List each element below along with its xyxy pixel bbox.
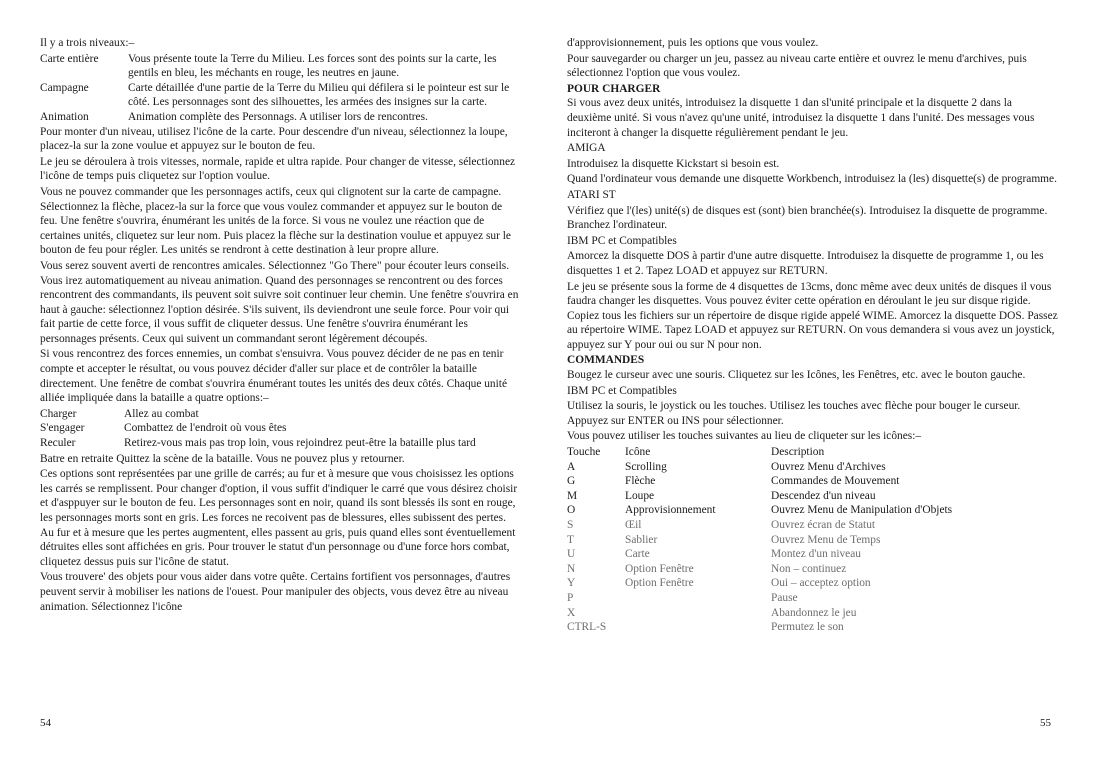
shortcut-description: Ouvrez Menu d'Archives [771, 460, 886, 473]
table-row [567, 591, 952, 606]
paragraph-ibm-boot: Amorcez la disquette DOS à partir d'une autre disquette. Introduisez la disquette de programme 1, ou les disquettes 1 et 2. Tapez LOAD et appuyez sur RETURN. [567, 250, 1044, 277]
shortcut-icon-name: Scrolling [625, 460, 667, 473]
table-row [567, 533, 952, 548]
shortcut-key: U [567, 548, 576, 561]
page-number-right: 55 [1040, 717, 1051, 729]
paragraph-commanding: Vous ne pouvez commander que les personnages actifs, ceux qui clignotent sur la carte de campagne. Sélectionnez la flèche, placez-la sur la force que vous voulez commander et appuyez sur le bouton de feu. Une fenêtre s'ouvrira, énumérant les unités de la force. Si vous ne voulez une réaction que de certaines unités, cliquetez sur leur nom. Puis placez la flèche sur la destination voulue et appuyez sur le bouton de feu pour régler. Les unités se rendront à cette destination à leur propre allure. [40, 185, 511, 257]
shortcut-icon-name: Carte [625, 548, 650, 561]
level-definition [40, 81, 522, 110]
shortcut-key: S [567, 519, 574, 531]
shortcut-key: P [567, 591, 574, 604]
combat-option [40, 436, 522, 451]
paragraph-keys: Utilisez la souris, le joystick ou les touches. Utilisez les touches avec flèche pour bouger le curseur. Appuyez sur ENTER ou INS pour sélectionner. [567, 400, 1021, 427]
paragraph-supply: d'approvisionnement, puis les options que vous voulez. [567, 37, 819, 49]
shortcut-description: Ouvrez écran de Statut [771, 519, 876, 531]
paragraph-speed: Le jeu se déroulera à trois vitesses, normale, rapide et ultra rapide. Pour changer de vitesse, sélectionnez l'icône de temps puis cliquetez sur l'option voulue. [40, 155, 516, 183]
levels-intro: Il y a trois niveaux:– [40, 37, 135, 49]
shortcut-description: Non – continuez [771, 562, 847, 575]
keyboard-shortcut-rows [567, 460, 952, 635]
combat-option-term: S'engager [40, 422, 85, 435]
heading-pour-charger: POUR CHARGER [567, 82, 661, 95]
shortcut-key: G [567, 475, 576, 488]
column-header-key: Touche [567, 446, 601, 459]
paragraph-save-load: Pour sauvegarder ou charger un jeu, passez au niveau carte entière et ouvrez le menu d'archives, puis sélectionnez l'option que vous voulez. [567, 52, 1027, 80]
keyboard-shortcut-table [567, 445, 952, 635]
level-definition [40, 52, 522, 81]
table-row [567, 576, 952, 591]
shortcut-icon-name: Sablier [625, 533, 658, 546]
shortcut-key: CTRL-S [567, 621, 607, 634]
shortcut-description: Montez d'un niveau [771, 548, 861, 561]
paragraph-hard-disk: Le jeu se présente sous la forme de 4 disquettes de 13cms, donc même avec deux unités de disques il vous faudra changer les disquettes. Vous pouvez éviter cette opération en déroulant le jeu sur disque rigide. Copiez tous les fichiers sur un répertoire de disque rigide appelé WIME. Amorcez la disquette DOS. Passez au répertoire WIME. Tapez LOAD et appuyez sur RETURN. On vous demandera si vous avez un joystick, appuyez sur Y pour oui ou sur N pour non. [567, 280, 1058, 351]
heading-ibm-controls: IBM PC et Compatibles [567, 384, 677, 397]
level-description: Carte détaillée d'une partie de la Terre du Milieu qui défilera si le pointeur est sur le côté. Les personnages sont des silhouettes, les armées des insignes sur la carte. [128, 81, 510, 109]
paragraph-retreat: Batre en retraite Quittez la scène de la bataille. Vous ne pouvez plus y retourner. [40, 452, 405, 465]
paragraph-kickstart: Introduisez la disquette Kickstart si besoin est. [567, 157, 780, 170]
column-header-description: Description [771, 446, 825, 459]
table-row [567, 474, 952, 489]
shortcut-icon-name [625, 606, 771, 621]
paragraph-objects: Vous trouvere' des objets pour vous aider dans votre quête. Certains fortifient vos personnages, d'autres peuvent servir à mobiliser les nations de l'ouest. Pour manipuler des objects, vous devez être au niveau animation. Sélectionnez l'icône [40, 571, 511, 613]
shortcut-key: A [567, 460, 576, 473]
shortcut-icon-name [625, 620, 771, 635]
table-header-row [567, 445, 952, 460]
shortcut-key: N [567, 562, 576, 575]
shortcut-description: Descendez d'un niveau [771, 489, 876, 502]
combat-option [40, 407, 522, 422]
paragraph-shortcuts-intro: Vous pouvez utiliser les touches suivantes au lieu de cliqueter sur les icônes:– [567, 430, 922, 443]
table-row [567, 620, 952, 635]
shortcut-icon-name: Loupe [625, 489, 655, 502]
shortcut-description: Abandonnez le jeu [771, 606, 857, 619]
shortcut-key: Y [567, 577, 576, 590]
shortcut-icon-name: Œil [625, 519, 642, 531]
shortcut-key: M [567, 489, 578, 502]
shortcut-description: Oui – acceptez option [771, 577, 871, 590]
paragraph-grid: Ces options sont représentées par une grille de carrés; au fur et à mesure que vous choisissez les options les carrés se remplissent. Pour changer d'option, il vous suffit d'indiquer le carré que vous désirez choisir et d'asppuyer sur le bouton de feu. Les personnages sont en noir, quand ils sont blessés ils sont en rouge, les personnages morts sont en gris. Les forces ne recoivent pas de blessures, elles subissent des pertes. Au fur et à mesure que les pertes augmentent, elles passent au gris, puis quand elles sont éventuellement détruites elles sont affichées en gris. Pour trouver le statut d'un personnage ou d'une force hors combat, cliquetez dessus puis sur l'icône de statut. [40, 468, 518, 568]
level-description: Vous présente toute la Terre du Milieu. Les forces sont des points sur la carte, les gentils en bleu, les méchants en rouge, les neutres en jaune. [128, 52, 497, 80]
combat-options-list [40, 407, 522, 451]
table-row [567, 606, 952, 621]
shortcut-key: X [567, 606, 576, 619]
shortcut-icon-name [625, 591, 771, 606]
paragraph-encounters: Vous serez souvent averti de rencontres amicales. Sélectionnez "Go There" pour écouter leurs conseils. Vous irez automatiquement au niveau animation. Quand des personnages se rencontrent ou des forces rencontrent des commandants, ils peuvent soit suivre soit continuer leur chemin. Une fenêtre s'ouvrira en haut à gauche: sélectionnez l'option désirée. S'ils suivent, ils deviendront une seule force. Pour voir qui fait partie de cette force, il vous suffit de cliqueter dessus. Une fenêtre s'ouvrira énumérant les personnages présents. Ceux qui suivent un commandant seront légèrement découpés. [40, 259, 519, 345]
shortcut-icon-name: Option Fenêtre [625, 577, 694, 590]
shortcut-key: O [567, 504, 576, 517]
table-row [567, 460, 952, 475]
level-term: Campagne [40, 81, 89, 94]
shortcut-key: T [567, 533, 574, 546]
level-term: Animation [40, 110, 89, 123]
column-header-icon: Icône [625, 446, 651, 459]
shortcut-icon-name: Option Fenêtre [625, 562, 694, 575]
combat-option-term: Reculer [40, 437, 76, 450]
combat-option-description: Retirez-vous mais pas trop loin, vous rejoindrez peut-être la bataille plus tard [124, 437, 476, 450]
paragraph-mouse: Bougez le curseur avec une souris. Cliquetez sur les Icônes, les Fenêtres, etc. avec le bouton gauche. [567, 369, 1026, 382]
heading-ibm-load: IBM PC et Compatibles [567, 234, 677, 247]
shortcut-icon-name: Approvisionnement [625, 504, 716, 517]
table-row [567, 562, 952, 577]
shortcut-description: Ouvrez Menu de Temps [771, 533, 881, 546]
heading-atari: ATARI ST [567, 188, 616, 201]
heading-amiga: AMIGA [567, 142, 606, 155]
table-row [567, 518, 952, 533]
table-row [567, 489, 952, 504]
shortcut-icon-name: Flèche [625, 475, 656, 488]
paragraph-disk-units: Si vous avez deux unités, introduisez la disquette 1 dan sl'unité principale et la disquette 2 dans la deuxième unité. Si vous n'avez qu'une unité, introduisez la disquette 1 dans l'unité. Des messages vous inciteront à changer la disquette régulièrement pendant le jeu. [567, 97, 1035, 139]
combat-option-description: Allez au combat [124, 407, 199, 420]
right-page [567, 36, 1059, 635]
paragraph-level-navigation: Pour monter d'un niveau, utilisez l'icône de la carte. Pour descendre d'un niveau, sélectionnez la loupe, placez-la sur la zone voulue et appuyez sur le bouton de feu. [40, 125, 508, 153]
paragraph-combat: Si vous rencontrez des forces ennemies, un combat s'ensuivra. Vous pouvez décider de ne pas en tenir compte et accepter le résultat, ou vous pouvez décider d'aller sur place et de contrôler la bataille directement. Une fenêtre de combat s'ouvrira énumérant toutes les unités des deux côtés. Chaque unité alliée impliquée dans la bataille a quatre options:– [40, 348, 508, 405]
combat-option [40, 421, 522, 436]
table-row [567, 503, 952, 518]
shortcut-description: Commandes de Mouvement [771, 475, 900, 488]
combat-option-term: Charger [40, 407, 77, 420]
levels-list [40, 52, 522, 125]
level-description: Animation complète des Personnags. A utiliser lors de rencontres. [128, 110, 428, 123]
paragraph-atari: Vérifiez que l'(les) unité(s) de disques est (sont) bien branchée(s). Introduisez la disquette de programme. Branchez l'ordinateur. [567, 204, 1048, 232]
shortcut-description: Ouvrez Menu de Manipulation d'Objets [771, 504, 953, 517]
table-row [567, 547, 952, 562]
left-page [40, 36, 522, 615]
heading-commandes: COMMANDES [567, 354, 645, 367]
level-term: Carte entière [40, 52, 99, 65]
shortcut-description: Permutez le son [771, 621, 844, 634]
combat-option-description: Combattez de l'endroit où vous êtes [124, 422, 287, 435]
shortcut-description: Pause [771, 591, 798, 604]
page-number-left: 54 [40, 717, 51, 729]
level-definition [40, 110, 522, 125]
paragraph-workbench: Quand l'ordinateur vous demande une disquette Workbench, introduisez la (les) disquette(s) de programme. [567, 173, 1057, 186]
